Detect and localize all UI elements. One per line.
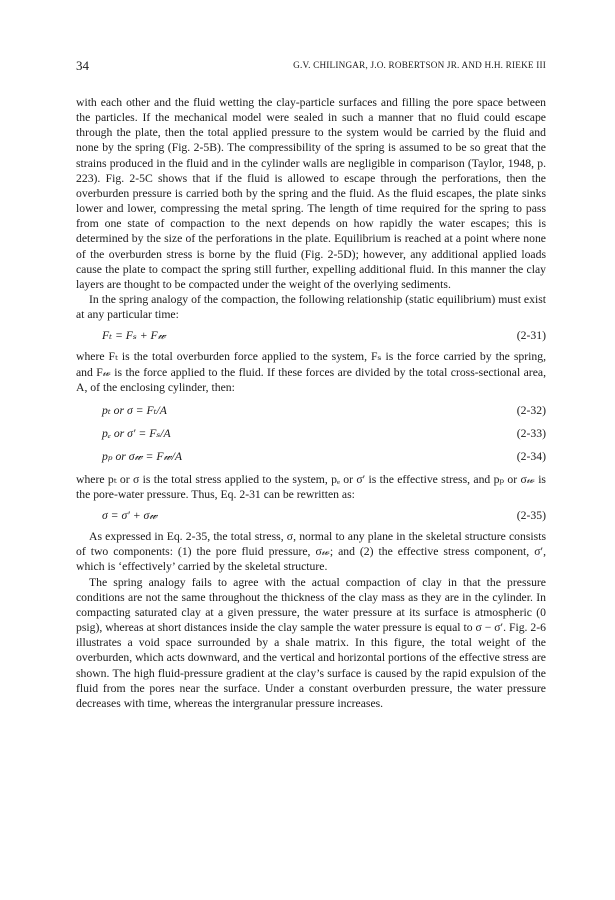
equation-formula: pₜ or σ = Fₜ/A	[102, 403, 167, 417]
equation-number: (2-33)	[516, 426, 546, 440]
equation-number: (2-32)	[516, 403, 546, 417]
page-number: 34	[76, 58, 89, 73]
equation-number: (2-35)	[516, 509, 546, 523]
equation-formula: pₑ or σ′ = Fₛ/A	[102, 426, 171, 440]
equation-formula: Fₜ = Fₛ + F𝓌	[102, 329, 166, 343]
paragraph-force-definitions: where Fₜ is the total overburden force applied to the system, Fₛ is the force carried by the spring, and F𝓌 is the force applied to the fluid. If these forces are divided by the total cross-sectional area, A, of the enclosing cylinder, then:	[76, 350, 546, 394]
equation-2-34	[76, 449, 546, 464]
equation-number: (2-34)	[516, 449, 546, 463]
equation-2-33	[76, 426, 546, 441]
page-header	[76, 58, 546, 74]
equation-formula: pₚ or σ𝓌 = F𝓌/A	[102, 449, 182, 463]
equation-number: (2-31)	[516, 329, 546, 343]
paragraph-stress-definitions: where pₜ or σ is the total stress applied to the system, pₑ or σ′ is the effective stress, and pₚ or σ𝓌 is the pore-water pressure. Thus, Eq. 2-31 can be rewritten as:	[76, 472, 546, 501]
paragraph-spring-analogy-limits: The spring analogy fails to agree with the actual compaction of clay in that the pressure conditions are not the same throughout the thickness of the clay mass as they are in the cylinder. In compacting saturated clay at a given pressure, the water pressure at its surface is atmospheric (0 psig), whereas at short distances inside the clay sample the water pressure is equal to σ − σ′. Fig. 2-6 illustrates a void space surrounded by a shale matrix. In this figure, the total weight of the overburden, which acts downward, and the vertical and horizontal portions of the effective stress are shown. The high fluid-pressure gradient at the clay’s surface is caused by the rapid expulsion of the fluid from the pores near the surface. Under a constant overburden pressure, the water pressure decreases with time, whereas the intergranular pressure increases.	[76, 575, 546, 710]
equation-2-32	[76, 403, 546, 418]
equation-2-31	[76, 328, 546, 343]
paragraph-spring-analogy: In the spring analogy of the compaction, the following relationship (static equilibrium) must exist at any particular time:	[76, 293, 546, 322]
equation-2-35	[76, 508, 546, 523]
running-head-authors: G.V. CHILINGAR, J.O. ROBERTSON JR. AND H.H. RIEKE III	[293, 60, 546, 70]
paragraph-total-stress: As expressed in Eq. 2-35, the total stress, σ, normal to any plane in the skeletal structure consists of two components: (1) the pore fluid pressure, σ𝓌; and (2) the effective stress component, σ′, which is ‘effectively’ carried by the skeletal structure.	[76, 530, 546, 574]
body-text	[76, 95, 546, 711]
paragraph-mechanical-model: with each other and the fluid wetting the clay-particle surfaces and filling the pore space between the particles. If the mechanical model were sealed in such a manner that no fluid could escape through the plate, then the total applied pressure to the system would be carried by the fluid and none by the spring (Fig. 2-5B). The compressibility of the spring is assumed to be so great that the strains produced in the fluid and in the cylinder walls are negligible in comparison (Taylor, 1948, p. 223). Fig. 2-5C shows that if the fluid is allowed to escape through the perforations, then the overburden pressure is carried both by the spring and the fluid. As the fluid escapes, the plate sinks lower and lower, compressing the metal spring. The length of time required for the spring to pass from one state of compaction to the next depends on how rapidly the water escapes; this is determined by the size of the perforations in the plate. Equilibrium is reached at a point where none of the overburden stress is borne by the fluid (Fig. 2-5D); however, any additional applied loads cause the plate to compact the spring still further, expelling additional fluid. In this manner the clay layers are thought to be compacted under the weight of the overlying sediments.	[76, 96, 546, 291]
equation-formula: σ = σ′ + σ𝓌	[102, 509, 158, 523]
